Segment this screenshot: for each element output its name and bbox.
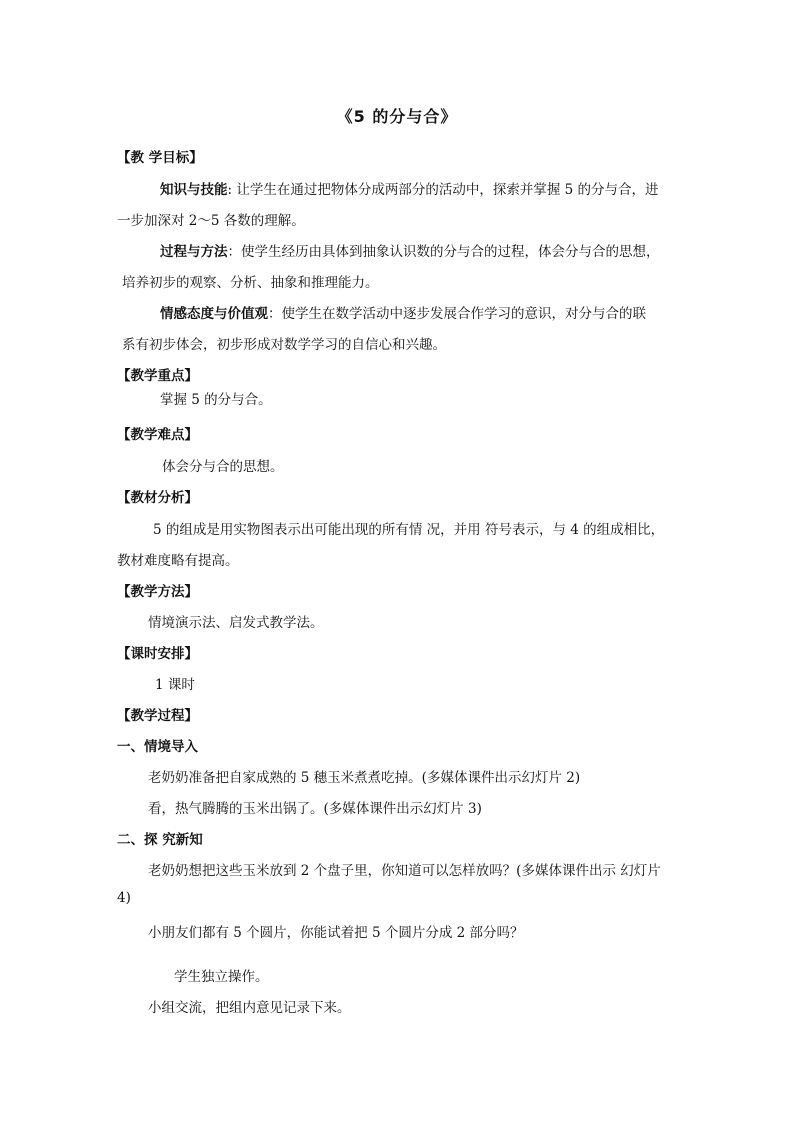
- section2-heading: 二、探 究新知: [117, 832, 203, 848]
- section1-heading: 一、情境导入: [117, 739, 198, 755]
- difficulty-text: 体会分与合的思想。: [162, 459, 284, 475]
- emotion-label: 情感态度与价值观: [160, 306, 268, 322]
- key-point-heading: 【教学重点】: [117, 368, 198, 384]
- section1-line2: 看，热气腾腾的玉米出锅了。(多媒体课件出示幻灯片 3): [148, 801, 482, 817]
- emotion-paragraph: [160, 302, 646, 322]
- analysis-text-cont: 教材难度略有提高。: [117, 553, 239, 569]
- method-heading: 【教学方法】: [117, 584, 198, 600]
- process-label: 过程与方法: [160, 244, 228, 260]
- section2-line1: 老奶奶想把这些玉米放到 2 个盘子里，你知道可以怎样放吗？(多媒体课件出示 幻灯片: [148, 863, 661, 879]
- process-heading: 【教学过程】: [117, 708, 198, 724]
- schedule-heading: 【课时安排】: [117, 646, 198, 662]
- key-point-text: 掌握 5 的分与合。: [160, 392, 272, 408]
- objectives-heading: 【教 学目标】: [117, 150, 203, 166]
- knowledge-text: : 让学生在通过把物体分成两部分的活动中，探索并掌握 5 的分与合，进: [227, 182, 659, 198]
- difficulty-heading: 【教学难点】: [117, 427, 198, 443]
- section1-line1: 老奶奶准备把自家成熟的 5 穗玉米煮煮吃掉。(多媒体课件出示幻灯片 2): [148, 770, 581, 786]
- analysis-text: 5 的组成是用实物图表示出可能出现的所有情 况，并用 符号表示，与 4 的组成相比，: [153, 522, 665, 538]
- process-text: ：使学生经历由具体到抽象认识数的分与合的过程，体会分与合的思想，: [227, 244, 660, 260]
- document-title: 《5 的分与合》: [336, 107, 458, 126]
- knowledge-label: 知识与技能: [160, 182, 228, 198]
- analysis-heading: 【教材分析】: [117, 490, 198, 506]
- process-paragraph: [160, 240, 660, 260]
- method-text: 情境演示法、启发式教学法。: [148, 615, 324, 631]
- process-text-cont: 培养初步的观察、分析、抽象和推理能力。: [122, 275, 379, 291]
- knowledge-paragraph: [160, 178, 659, 198]
- emotion-text: ：使学生在数学活动中逐步发展合作学习的意识，对分与合的联: [268, 306, 646, 322]
- emotion-text-cont: 系有初步体会，初步形成对数学学习的自信心和兴趣。: [122, 337, 446, 353]
- section2-line4: 学生独立操作。: [174, 969, 269, 985]
- schedule-text: 1 课时: [155, 677, 195, 693]
- section2-line5: 小组交流，把组内意见记录下来。: [148, 1000, 351, 1016]
- section2-line3: 小朋友们都有 5 个圆片，你能试着把 5 个圆片分成 2 部分吗？: [148, 925, 524, 941]
- section2-line2: 4): [117, 890, 131, 906]
- knowledge-text-cont: 一步加深对 2～5 各数的理解。: [117, 213, 305, 229]
